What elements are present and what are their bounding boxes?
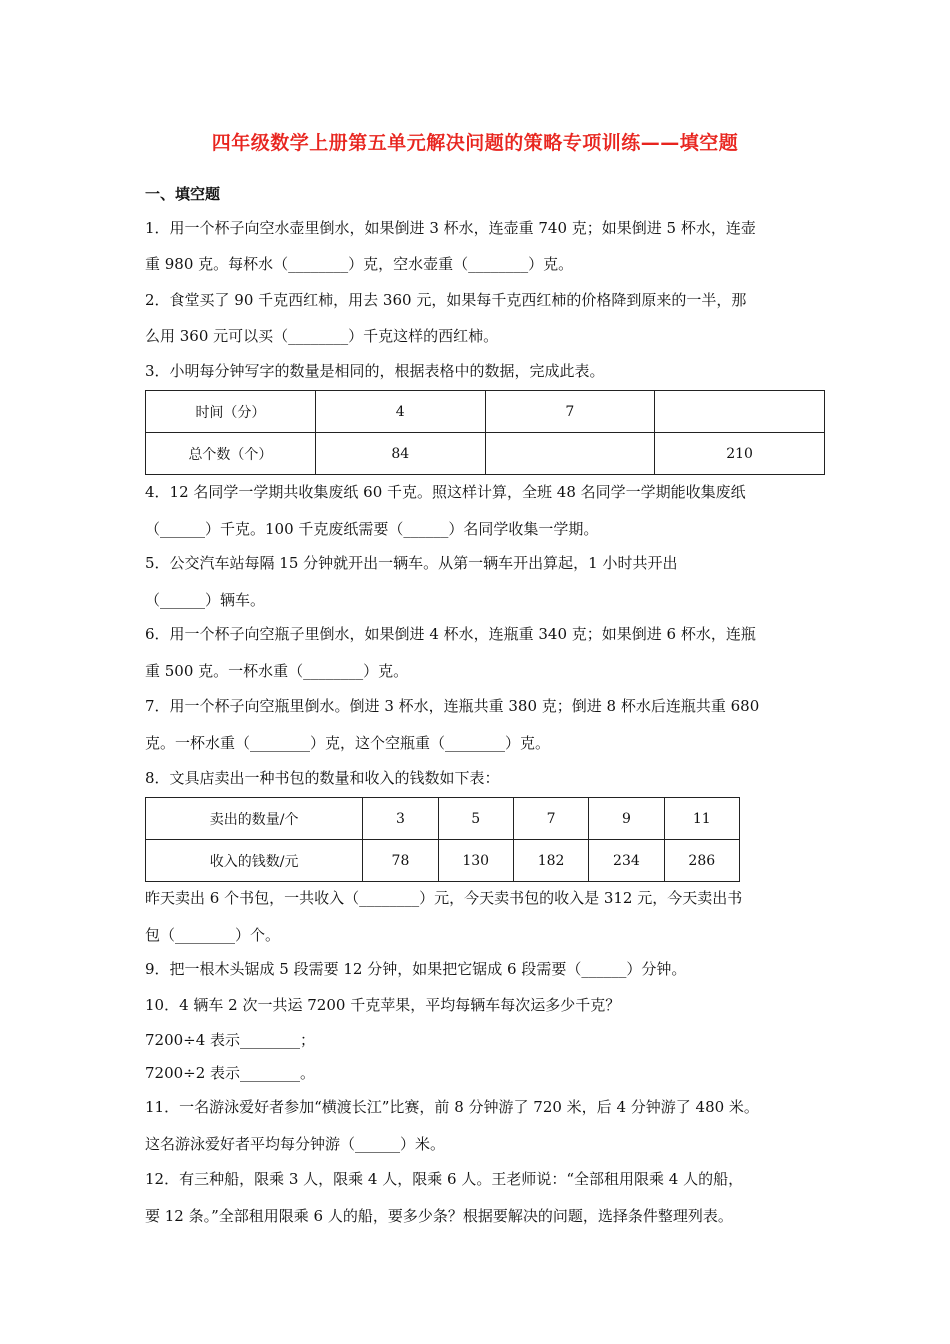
q1-line-2: 重 980 克。每杯水（________）克，空水壶重（________）克。: [145, 255, 574, 273]
q3-line-1: 3．小明每分钟写字的数量是相同的，根据表格中的数据，完成此表。: [145, 362, 605, 380]
table-cell: 130: [438, 840, 513, 882]
q10-line-2: 7200÷4 表示________；: [145, 1031, 316, 1049]
q4-line-1: 4．12 名同学一学期共收集废纸 60 千克。照这样计算，全班 48 名同学一学期能收集废纸: [145, 483, 746, 501]
table-row: [146, 798, 740, 840]
q7-line-2: 克。一杯水重（________）克，这个空瓶重（________）克。: [145, 734, 551, 752]
table-cell: 卖出的数量/个: [146, 798, 363, 840]
table-cell: 7: [513, 798, 588, 840]
table-cell: 7: [485, 391, 655, 433]
table-cell: 286: [664, 840, 739, 882]
table-cell: 9: [589, 798, 664, 840]
table-cell: 3: [363, 798, 438, 840]
q11-line-2: 这名游泳爱好者平均每分钟游（______）米。: [145, 1135, 446, 1153]
table-cell: 时间（分）: [146, 391, 316, 433]
table-cell: 182: [513, 840, 588, 882]
table-cell: 总个数（个）: [146, 433, 316, 475]
q11-line-1: 11．一名游泳爱好者参加“横渡长江”比赛，前 8 分钟游了 720 米，后 4 分钟游了 480 米。: [145, 1098, 759, 1116]
table-cell: 4: [315, 391, 485, 433]
table-bag-sales: [145, 797, 740, 882]
q1-line-1: 1．用一个杯子向空水壶里倒水，如果倒进 3 杯水，连壶重 740 克；如果倒进 5 杯水，连壶: [145, 219, 756, 237]
q2-line-2: 么用 360 元可以买（________）千克这样的西红柿。: [145, 327, 499, 345]
q8-line-3: 包（________）个。: [145, 926, 281, 944]
table-cell: [655, 391, 825, 433]
table-cell: 84: [315, 433, 485, 475]
table-row: [146, 433, 825, 475]
table-writing-speed: [145, 390, 825, 475]
q5-line-1: 5．公交汽车站每隔 15 分钟就开出一辆车。从第一辆车开出算起，1 小时共开出: [145, 554, 678, 572]
q10-line-1: 10．4 辆车 2 次一共运 7200 千克苹果，平均每辆车每次运多少千克？: [145, 996, 621, 1014]
table-cell: 234: [589, 840, 664, 882]
q8-line-2: 昨天卖出 6 个书包，一共收入（________）元，今天卖书包的收入是 312 元，今天卖出书: [145, 889, 743, 907]
table-cell: 78: [363, 840, 438, 882]
q5-line-2: （______）辆车。: [145, 591, 266, 609]
table-cell: 210: [655, 433, 825, 475]
table-cell: [485, 433, 655, 475]
q4-line-2: （______）千克。100 千克废纸需要（______）名同学收集一学期。: [145, 520, 599, 538]
q6-line-1: 6．用一个杯子向空瓶子里倒水，如果倒进 4 杯水，连瓶重 340 克；如果倒进 6 杯水，连瓶: [145, 625, 756, 643]
table-cell: 收入的钱数/元: [146, 840, 363, 882]
q7-line-1: 7．用一个杯子向空瓶里倒水。倒进 3 杯水，连瓶共重 380 克；倒进 8 杯水后连瓶共重 680: [145, 697, 760, 715]
table-row: [146, 391, 825, 433]
table-row: [146, 840, 740, 882]
table-cell: 5: [438, 798, 513, 840]
q2-line-1: 2．食堂买了 90 千克西红柿，用去 360 元，如果每千克西红柿的价格降到原来的一半，那: [145, 291, 747, 309]
q8-line-1: 8．文具店卖出一种书包的数量和收入的钱数如下表：: [145, 769, 500, 787]
page-title: 四年级数学上册第五单元解决问题的策略专项训练——填空题: [211, 132, 739, 154]
q12-line-2: 要 12 条。”全部租用限乘 6 人的船，要多少条？根据要解决的问题，选择条件整理列表。: [145, 1207, 733, 1225]
q12-line-1: 12．有三种船，限乘 3 人，限乘 4 人，限乘 6 人。王老师说：“全部租用限乘 4 人的船，: [145, 1170, 744, 1188]
q10-line-3: 7200÷2 表示________。: [145, 1064, 316, 1082]
table-cell: 11: [664, 798, 739, 840]
q6-line-2: 重 500 克。一杯水重（________）克。: [145, 662, 409, 680]
q9-line-1: 9．把一根木头锯成 5 段需要 12 分钟，如果把它锯成 6 段需要（______）分钟。: [145, 960, 687, 978]
section-heading: 一、填空题: [145, 185, 221, 203]
